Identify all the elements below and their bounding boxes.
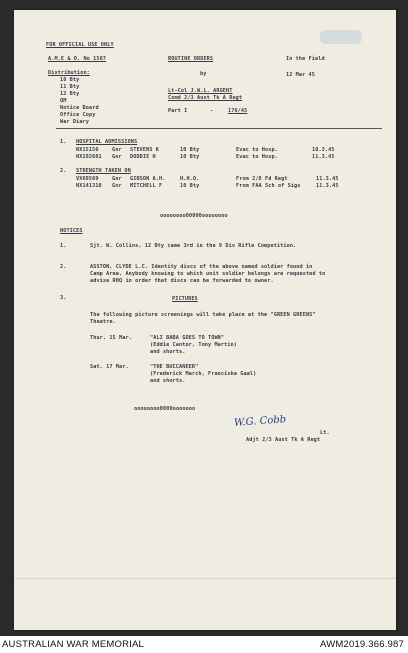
handwritten-signature: W.G. Cobb [233,414,287,429]
unit: 10 Bty [180,154,200,160]
notice-number: 3. [60,295,67,301]
distribution-item: Office Copy [60,112,96,118]
unit: H.H.Q. [180,176,200,182]
section-title-hospital-admissions: HOSPITAL ADMISSIONS [76,139,138,145]
by-label: by [200,71,207,77]
order-reference: A.M.E & O. No 1587 [48,56,107,62]
date: 11.3.45 [312,154,335,160]
screening-day: Sat. 17 Mar. [90,364,129,370]
section-number: 1. [60,139,67,145]
unit: 10 Bty [180,147,200,153]
notices-heading: NOTICES [60,228,83,234]
service-number: VX69569 [76,176,99,182]
service-number: NX141310 [76,183,102,189]
signature-role: Adjt 2/3 Aust Tk A Regt [246,437,321,443]
part-label: Part I [168,108,188,114]
rank: Gnr [112,176,122,182]
notice-number: 1. [60,243,67,249]
commander-name: Lt-Col J.W.L. ARGENT [168,88,233,94]
notice-text-line: The following picture screenings will take place at the "GREEN GREENS" [90,312,316,318]
distribution-item: 10 Bty [60,77,80,83]
detail: From 2/8 Fd Regt [236,176,288,182]
notice-number: 2. [60,264,67,270]
distribution-label: Distribution: [48,70,90,76]
date: 11.3.45 [316,176,339,182]
distribution-item: War Diary [60,119,90,125]
rank: Gnr [112,183,122,189]
archive-reference: AWM2019.366.987 [320,639,404,650]
order-number: 176/45 [228,108,248,114]
archive-footer [0,636,408,653]
pictures-heading: PICTURES [172,296,198,302]
date: 11.3.45 [316,183,339,189]
notice-text-line: ASSTON, CLYDE L.C. Identity discs of the above named soldier found in [90,264,313,270]
soldier-name: DODDIE H [130,154,156,160]
ink-stamp-mark [320,30,362,44]
unit: 10 Bty [180,183,200,189]
rank: Gnr [112,147,122,153]
order-date: 12 Mar 45 [286,72,316,78]
document-title: ROUTINE ORDERS [168,56,214,62]
classification-label: FOR OFFICIAL USE ONLY [46,42,114,48]
section-number: 2. [60,168,67,174]
separator-line: oooooooo00000oooooooo [160,213,228,219]
notice-text: Sjt. W. Collins, 12 Bty came 3rd in the 9 Div Rifle Competition. [90,243,297,249]
document-page [14,10,396,630]
rank: Gnr [112,154,122,160]
date: 10.3.45 [312,147,335,153]
distribution-item: Notice Board [60,105,99,111]
service-number: NX192601 [76,154,102,160]
detail: Evac to Hosp. [236,147,278,153]
location-label: In the Field [286,56,325,62]
distribution-item: 11 Bty [60,84,80,90]
screening-line: (Frederick March, Franciska Gaal) [150,371,257,377]
signature-rank: Lt. [320,430,330,436]
section-title-strength-taken-on: STRENGTH TAKEN ON [76,168,131,174]
soldier-name: GIBSON A.H. [130,176,166,182]
notice-text-line: Camp Area. Anybody knowing to which unit soldier belongs are requested to [90,271,326,277]
screening-line: "ALI BABA GOES TO TOWN" [150,335,225,341]
separator-line: oooooooo0000ooooooo [134,406,196,412]
distribution-item: 12 Bty [60,91,80,97]
notice-text-line: advise RHQ in order that discs can be forwarded to owner. [90,278,274,284]
soldier-name: STEVENS K [130,147,160,153]
archive-name: AUSTRALIAN WAR MEMORIAL [2,639,145,650]
service-number: NX15156 [76,147,99,153]
command-unit: Comd 2/3 Aust Tk A Regt [168,95,243,101]
screening-line: (Eddie Cantor, Tony Martin) [150,342,238,348]
notice-text-line: Theatre. [90,319,116,325]
soldier-name: MITCHELL F [130,183,163,189]
detail: From FAA Sch of Sigs [236,183,301,189]
detail: Evac to Hosp. [236,154,278,160]
distribution-item: QM [60,98,67,104]
header-divider [56,128,382,129]
screening-line: "THE BUCCANEER" [150,364,199,370]
screening-line: and shorts. [150,378,186,384]
part-dash: - [210,108,214,114]
screening-day: Thur. 15 Mar. [90,335,132,341]
screening-line: and shorts. [150,349,186,355]
